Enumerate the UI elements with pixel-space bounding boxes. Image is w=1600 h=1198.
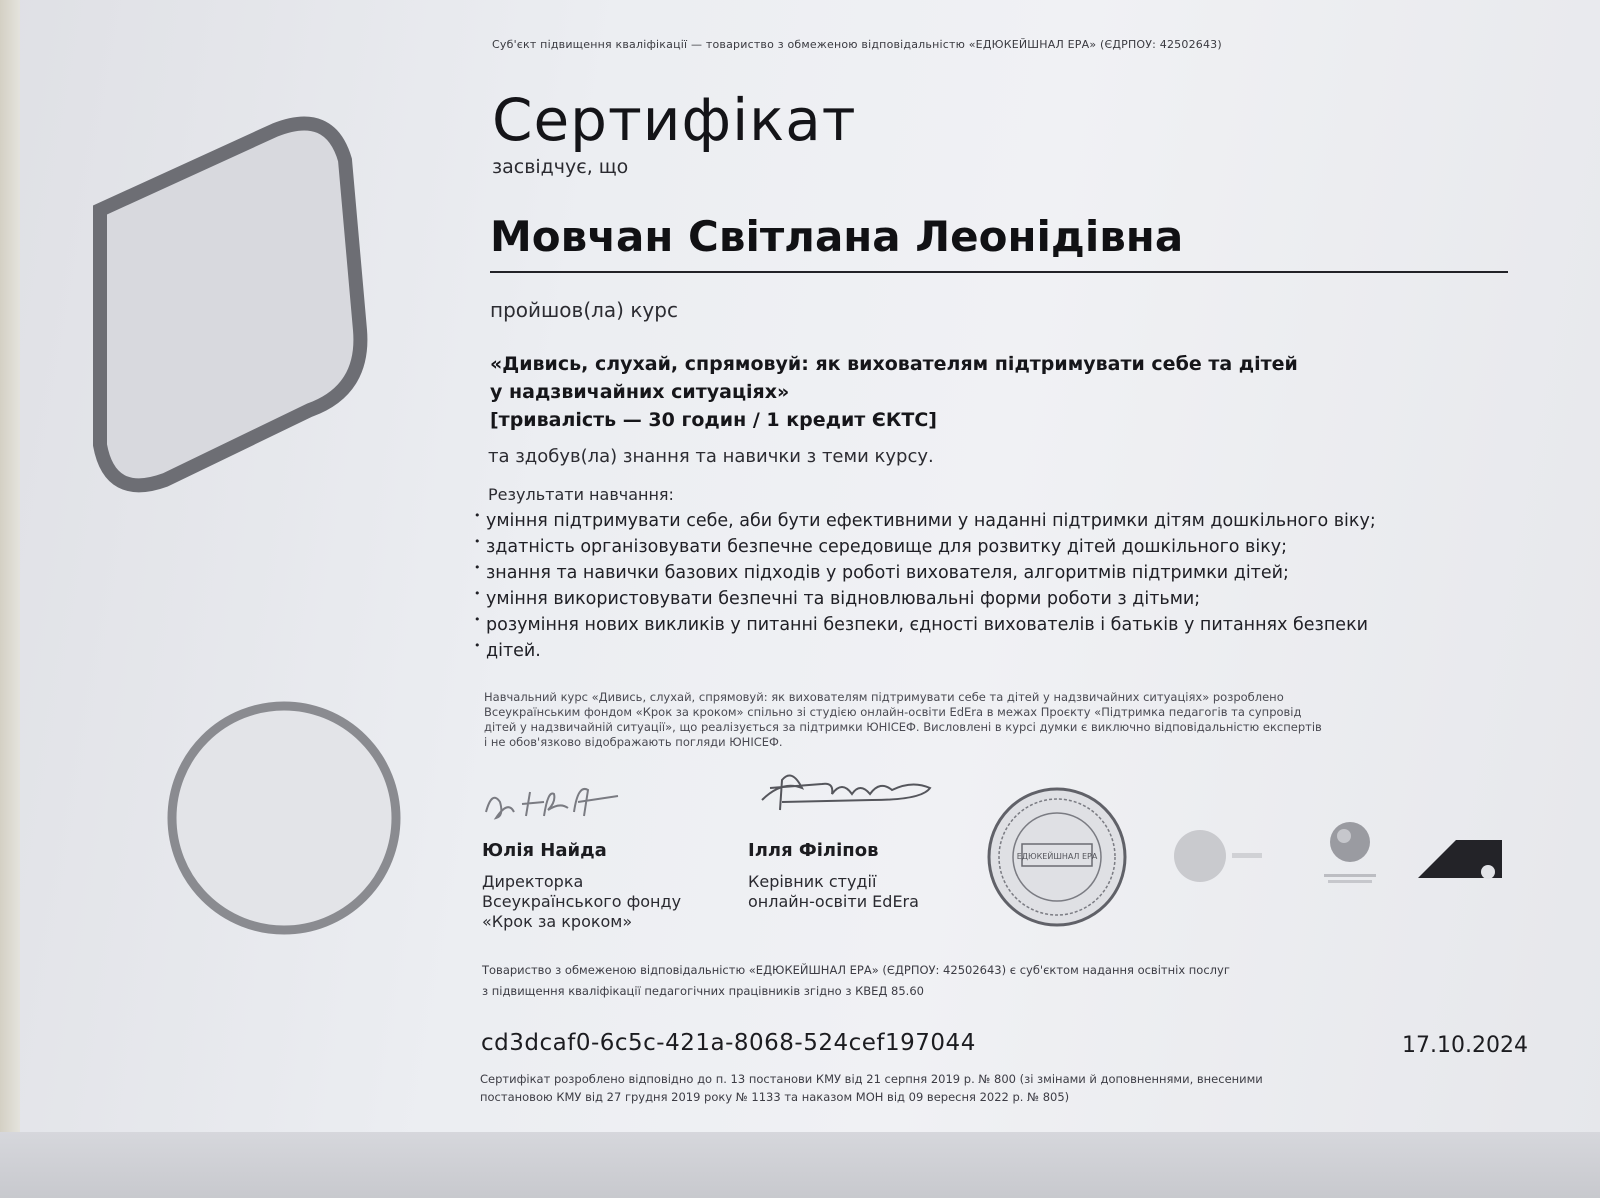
learning-result-item: • уміння підтримувати себе, аби бути ефективними у наданні підтримки дітям дошкільного віку;	[474, 508, 1376, 534]
learning-result-item: • розуміння нових викликів у питанні безпеки, єдності вихователів і батьків у питаннях безпеки	[474, 612, 1376, 638]
issuer-entity-line: Суб'єкт підвищення кваліфікації — товариство з обмеженою відповідальністю «ЕДЮКЕЙШНАЛ ЕРА» (ЄДРПОУ: 42502643)	[492, 38, 1222, 51]
decorative-circle	[160, 690, 410, 950]
disclaimer-line: Навчальний курс «Дивись, слухай, спрямовуй: як вихователям підтримувати себе та дітей у надзвичайних ситуаціях» розроблено	[484, 690, 1284, 704]
footer-line: постановою КМУ від 27 грудня 2019 року № 1133 та наказом МОН від 09 вересня 2022 р. № 805)	[480, 1090, 1070, 1104]
paper-edge	[0, 0, 20, 1198]
certificate-title: Сертифікат	[492, 86, 857, 154]
signature-filipov	[752, 760, 942, 820]
recipient-name: Мовчан Світлана Леонідівна	[490, 212, 1184, 261]
legal-statement	[482, 960, 1230, 1002]
learning-result-item: • уміння використовувати безпечні та відновлювальні форми роботи з дітьми;	[474, 586, 1376, 612]
certificate-id: cd3dcaf0-6c5c-421a-8068-524cef197044	[481, 1030, 976, 1056]
learning-results-list	[474, 508, 1376, 664]
disclaimer-line: дітей у надзвичайній ситуації», що реалізується за підтримки ЮНІСЕФ. Висловлені в курсі думки є виключно відповідальністю експертів	[484, 720, 1322, 734]
results-heading: Результати навчання:	[488, 485, 674, 504]
legal-line: з підвищення кваліфікації педагогічних працівників згідно з КВЕД 85.60	[482, 984, 924, 998]
step-by-step-logo	[1310, 812, 1390, 892]
course-disclaimer	[484, 690, 1322, 750]
role-line: Всеукраїнського фонду	[482, 892, 682, 911]
course-title-line: у надзвичайних ситуаціях»	[490, 381, 790, 403]
signature-naida	[478, 772, 628, 832]
unicef-logo	[1170, 826, 1290, 886]
role-line: Керівник студії	[748, 872, 877, 891]
certificate-subtitle: засвідчує, що	[492, 156, 629, 178]
legal-line: Товариство з обмеженою відповідальністю «ЕДЮКЕЙШНАЛ ЕРА» (ЄДРПОУ: 42502643) є суб'єктом надання освітніх послуг	[482, 963, 1230, 977]
decorative-rounded-square	[60, 100, 390, 520]
stamp-text: ЕДЮКЕЙШНАЛ ЕРА	[1016, 852, 1098, 861]
signatory-name: Юлія Найда	[482, 840, 607, 861]
role-line: Директорка	[482, 872, 584, 891]
learning-result-item: • знання та навички базових підходів у роботі вихователя, алгоритмів підтримки дітей;	[474, 560, 1376, 586]
name-underline	[490, 271, 1508, 273]
learning-result-item: • здатність організовувати безпечне середовище для розвитку дітей дошкільного віку;	[474, 534, 1376, 560]
course-duration: [тривалість — 30 годин / 1 кредит ЄКТС]	[490, 409, 937, 431]
course-title	[490, 350, 1298, 434]
disclaimer-line: і не обов'язково відображають погляди ЮНІСЕФ.	[484, 735, 783, 749]
passed-course-text: пройшов(ла) курс	[490, 298, 678, 322]
course-title-line: «Дивись, слухай, спрямовуй: як вихователям підтримувати себе та дітей	[490, 353, 1298, 375]
role-line: онлайн-освіти EdEra	[748, 892, 919, 911]
regulation-footer	[480, 1070, 1263, 1106]
learning-result-continuation: • дітей.	[474, 638, 1376, 664]
issue-date: 17.10.2024	[1402, 1033, 1528, 1058]
background-surface	[0, 1132, 1600, 1198]
signatory-role	[748, 872, 919, 912]
signatory-name: Ілля Філіпов	[748, 840, 879, 861]
official-stamp	[984, 784, 1130, 930]
disclaimer-line: Всеукраїнським фондом «Крок за кроком» спільно зі студією онлайн-освіти EdEra в межах Проєкту «Підтримка педагогів та супровід	[484, 705, 1302, 719]
signatory-role	[482, 872, 681, 932]
gained-knowledge-text: та здобув(ла) знання та навички з теми курсу.	[488, 446, 934, 467]
footer-line: Сертифікат розроблено відповідно до п. 13 постанови КМУ від 21 серпня 2019 р. № 800 (зі змінами й доповненнями, внесеними	[480, 1072, 1263, 1086]
role-line: «Крок за кроком»	[482, 912, 633, 931]
edera-logo	[1418, 838, 1504, 880]
